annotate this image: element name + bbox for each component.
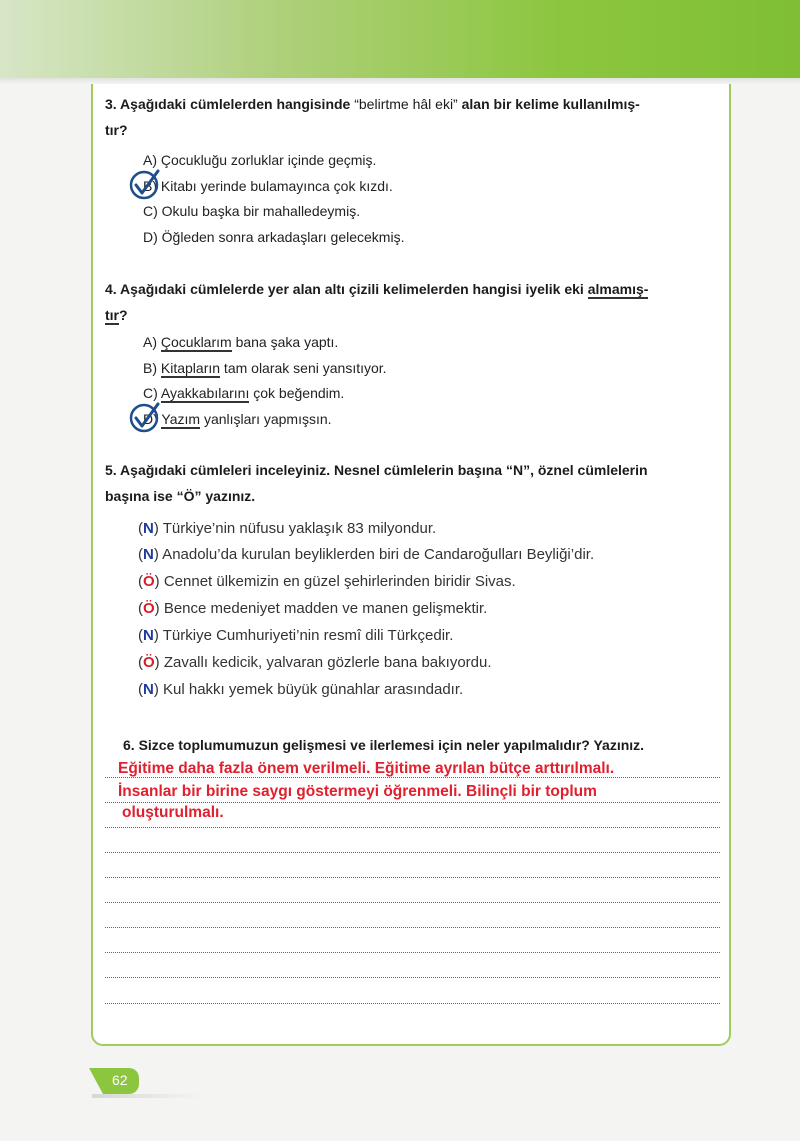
q3-option-a[interactable]: A) Çocukluğu zorluklar içinde geçmiş. — [143, 152, 377, 168]
q5-item: (Ö) Zavallı kedicik, yalvaran gözlerle bana bakıyordu. — [138, 654, 492, 671]
q3-option-d[interactable]: D) Öğleden sonra arkadaşları gelecekmiş. — [143, 229, 405, 245]
underlined-word: Kitapların — [160, 360, 221, 376]
q5-item: (Ö) Bence medeniyet madden ve manen gelişmektir. — [138, 600, 488, 617]
header-band — [0, 0, 800, 78]
q3-answer-check-icon — [128, 167, 162, 201]
page-badge-notch — [89, 1068, 103, 1094]
answer-line[interactable] — [105, 877, 720, 878]
underlined-word: Yazım — [161, 411, 201, 427]
q5-item: (N) Türkiye’nin nüfusu yaklaşık 83 milyondur. — [138, 520, 437, 537]
q3-title: 3. Aşağıdaki cümlelerden hangisinde “belirtme hâl eki” alan bir kelime kullanılmış- tır? — [105, 96, 640, 138]
handwritten-answer-line-3: oluşturulmalı. — [122, 804, 224, 821]
page-badge-shadow — [92, 1094, 202, 1098]
answer-line[interactable] — [105, 952, 720, 953]
handwritten-answer-line-1: Eğitime daha fazla önem verilmeli. Eğitime ayrılan bütçe arttırılmalı. — [118, 760, 615, 777]
q3-option-b[interactable]: B) Kitabı yerinde bulamayınca çok kızdı. — [143, 178, 393, 194]
q3-option-c[interactable]: C) Okulu başka bir mahalledeymiş. — [143, 203, 361, 219]
q5-item: (Ö) Cennet ülkemizin en güzel şehirlerinden biridir Sivas. — [138, 573, 516, 590]
q4-option-d[interactable]: D) Yazım yanlışları yapmışsın. — [143, 411, 332, 427]
answer-line[interactable] — [105, 902, 720, 903]
q4-option-b[interactable]: B) Kitapların tam olarak seni yansıtıyor. — [143, 360, 387, 376]
q5-title: 5. Aşağıdaki cümleleri inceleyiniz. Nesnel cümlelerin başına “N”, öznel cümlelerin başına ise “Ö” yazınız. — [105, 462, 648, 504]
q5-item: (N) Türkiye Cumhuriyeti’nin resmî dili Türkçedir. — [138, 627, 454, 644]
answer-line[interactable] — [105, 927, 720, 928]
underlined-word: Ayakkabılarını — [160, 385, 250, 401]
q4-option-a[interactable]: A) Çocuklarım bana şaka yaptı. — [143, 334, 339, 350]
q5-item: (N) Kul hakkı yemek büyük günahlar arasındadır. — [138, 681, 464, 698]
answer-line[interactable] — [105, 977, 720, 978]
underlined-word: Çocuklarım — [160, 334, 232, 350]
page-number: 62 — [112, 1072, 128, 1088]
q6-title: 6. Sizce toplumumuzun gelişmesi ve ilerlemesi için neler yapılmalıdır? Yazınız. — [123, 737, 645, 753]
handwritten-answer-line-2: İnsanlar bir birine saygı göstermeyi öğrenmeli. Bilinçli bir toplum — [118, 783, 597, 800]
q4-answer-check-icon — [128, 400, 162, 434]
answer-line[interactable] — [105, 1003, 720, 1004]
answer-line[interactable] — [105, 827, 720, 828]
q4-title: 4. Aşağıdaki cümlelerde yer alan altı çizili kelimelerden hangisi iyelik eki almamış- tır? — [105, 281, 649, 323]
answer-line[interactable] — [105, 852, 720, 853]
q4-option-c[interactable]: C) Ayakkabılarını çok beğendim. — [143, 385, 345, 401]
q5-item: (N) Anadolu’da kurulan beyliklerden biri de Candaroğulları Beyliği’dir. — [138, 546, 595, 563]
